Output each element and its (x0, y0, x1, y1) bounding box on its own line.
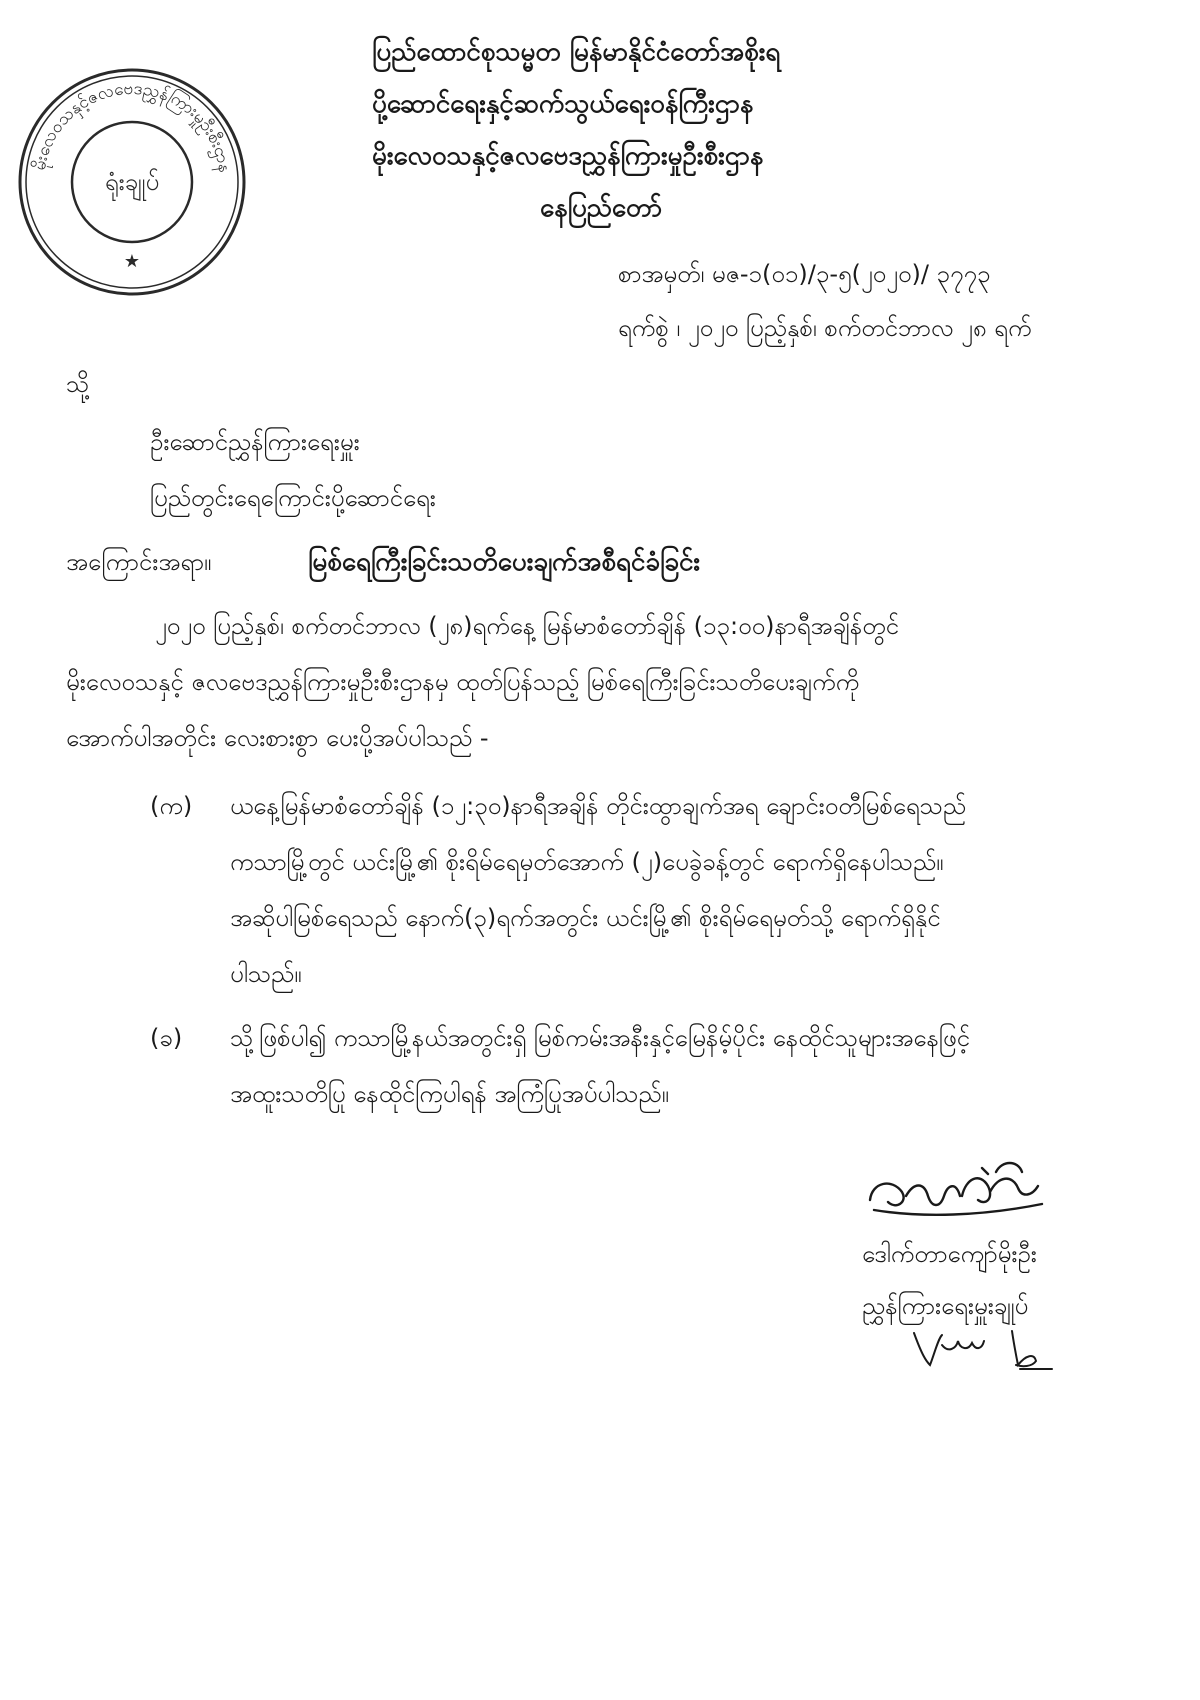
letter-number: စာအမှတ်၊ မဇ-၁(၀၁)/၃-၅(၂၀၂၀)/ ၃၇၇၃ (618, 260, 991, 288)
handwritten-initials (912, 1325, 1062, 1370)
seal-ring-text: မိုးလေဝသနှင့်ဇလဗေဒညွှန်ကြားမှုဦးစီးဌာန (29, 78, 235, 174)
header-city: နေပြည်တော် (540, 193, 663, 223)
header-government: ပြည်ထောင်စုသမ္မတ မြန်မာနိုင်ငံတော်အစိုးရ (372, 37, 781, 67)
item-ka-line: ပါသည်။ (230, 960, 302, 988)
letter-date: ရက်စွဲ ၊ ၂၀၂၀ ပြည့်နှစ်၊ စက်တင်ဘာလ ၂၈ ရက် (618, 314, 1032, 342)
office-seal-stamp (12, 62, 252, 302)
intro-line-1: ၂၀၂၀ ပြည့်နှစ်၊ စက်တင်ဘာလ (၂၈)ရက်နေ့ မြန်မာစံတော်ချိန် (၁၃:၀၀)နာရီအချိန်တွင် (155, 612, 899, 640)
intro-line-3: အောက်ပါအတိုင်း လေးစားစွာ ပေးပို့အပ်ပါသည် - (66, 724, 489, 752)
item-ka-line: အဆိုပါမြစ်ရေသည် နောက်(၃)ရက်အတွင်း ယင်းမြို့၏ စိုးရိမ်ရေမှတ်သို့ ရောက်ရှိနိုင် (230, 904, 941, 932)
recipient-title: ဦးဆောင်ညွှန်ကြားရေးမှူး (150, 428, 360, 456)
item-kha-line: အထူးသတိပြု နေထိုင်ကြပါရန် အကြံပြုအပ်ပါသည်။ (230, 1080, 669, 1108)
seal-center-text: ရုံးချုပ် (104, 168, 160, 196)
subject-text: မြစ်ရေကြီးခြင်းသတိပေးချက်အစီရင်ခံခြင်း (308, 547, 700, 577)
item-ka-line: ယနေ့မြန်မာစံတော်ချိန် (၁၂:၃၀)နာရီအချိန် တိုင်းထွာချက်အရ ချောင်းဝတီမြစ်ရေသည် (230, 792, 967, 820)
svg-text:မိုးလေဝသနှင့်ဇလဗေဒညွှန်ကြားမှု (30, 79, 235, 175)
recipient-organization: ပြည်တွင်းရေကြောင်းပို့ဆောင်ရေး (150, 484, 436, 512)
signatory-name: ဒေါက်တာကျော်မိုးဦး (862, 1240, 1037, 1268)
item-kha-line: သို့ဖြစ်ပါ၍ ကသာမြို့နယ်အတွင်းရှိ မြစ်ကမ်းအနီးနှင့်မြေနိမ့်ပိုင်း နေထိုင်သူများအနေဖြင့် (230, 1024, 970, 1052)
to-label: သို့ (66, 370, 90, 398)
subject-label: အကြောင်းအရာ။ (66, 548, 212, 576)
item-kha-number: (ခ) (150, 1024, 183, 1052)
item-ka-line: ကသာမြို့တွင် ယင်းမြို့၏ စိုးရိမ်ရေမှတ်အောက် (၂)ပေခွဲခန့်တွင် ရောက်ရှိနေပါသည်။ (230, 848, 944, 876)
signatory-title: ညွှန်ကြားရေးမှူးချုပ် (862, 1292, 1029, 1320)
handwritten-signature (862, 1152, 1052, 1222)
intro-line-2: မိုးလေဝသနှင့် ဇလဗေဒညွှန်ကြားမှုဦးစီးဌာနမှ ထုတ်ပြန်သည့် မြစ်ရေကြီးခြင်းသတိပေးချက်ကို (66, 668, 860, 696)
item-ka-number: (က) (150, 792, 193, 820)
header-ministry: ပို့ဆောင်ရေးနှင့်ဆက်သွယ်ရေးဝန်ကြီးဌာန (372, 89, 754, 119)
header-department: မိုးလေဝသနှင့်ဇလဗေဒညွှန်ကြားမှုဦးစီးဌာန (372, 141, 764, 171)
seal-star-icon: ★ (123, 251, 141, 272)
